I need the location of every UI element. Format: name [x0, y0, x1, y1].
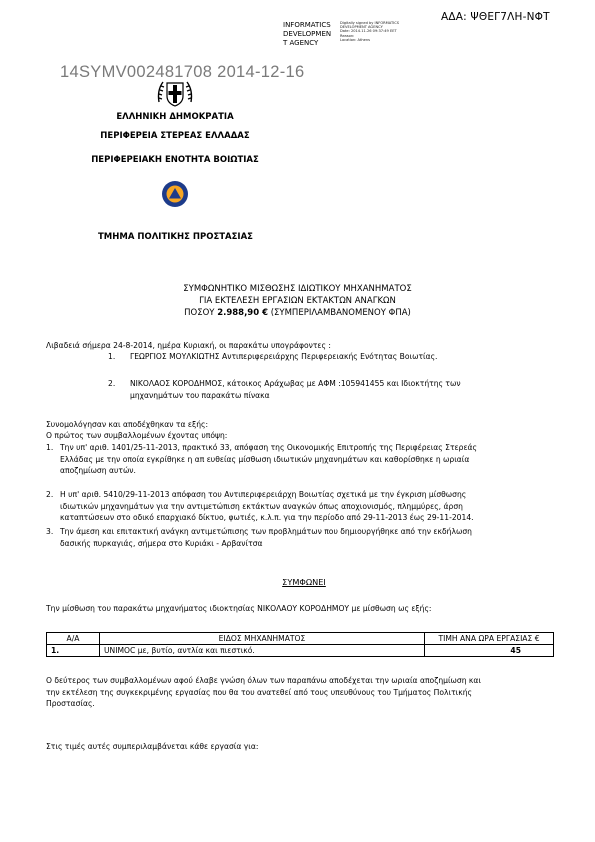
contract-title-line1: ΣΥΜΦΩΝΗΤΙΚΟ ΜΙΣΘΩΣΗΣ ΙΔΙΩΤΙΚΟΥ ΜΗΧΑΝΗΜΑΤΟΣ — [183, 284, 412, 294]
consideration-line: Την άμεση και επιτακτική ανάγκη αντιμετώπισης των προβλημάτων που δημιουργήθηκε από την εκδήλωση — [60, 527, 472, 536]
signature-signed-by: Digitally signed by INFORMATICS DEVELOPMENT AGENCY — [340, 21, 400, 30]
consideration-line: αποζημίωση αυτών. — [60, 466, 136, 475]
second-party-line: Ο δεύτερος των συμβαλλομένων αφού έλαβε γνώση όλων των παραπάνω αποδέχεται την ωριαία αποζημίωση και — [46, 676, 481, 685]
table-header-price: ΤΙΜΗ ΑΝΑ ΩΡΑ ΕΡΓΑΣΙΑΣ € — [425, 633, 554, 645]
consideration-number: 1. — [46, 443, 54, 452]
greek-emblem-icon — [155, 76, 195, 110]
title-prefix: ΠΟΣΟΥ — [184, 308, 218, 318]
title-suffix: (ΣΥΜΠΕΡΙΛΑΜΒΑΝΟΜΕΝΟΥ ΦΠΑ) — [268, 308, 411, 318]
signature-date: Date: 2014.11.26 09:37:49 EET — [340, 29, 397, 34]
signature-details — [340, 21, 400, 42]
second-party-line: Προστασίας. — [46, 699, 95, 708]
signature-location: Location: Athens — [340, 37, 370, 42]
lease-sentence: Την μίσθωση του παρακάτω μηχανήματος ιδιοκτησίας ΝΙΚΟΛΑΟΥ ΚΟΡΟΔΗΜΟΥ με μίσθωση ως εξής: — [46, 604, 432, 613]
contract-title-line3 — [80, 308, 515, 320]
party-number: 2. — [108, 379, 116, 388]
signature-org: INFORMATICS DEVELOPMEN T AGENCY — [283, 21, 332, 47]
consideration-line: Την υπ' αριθ. 1401/25-11-2013, πρακτικό 33, απόφαση της Οικονομικής Επιτροπής της Περιφέρειας Στερεάς — [60, 443, 478, 452]
contract-title-line2: ΓΙΑ ΕΚΤΕΛΕΣΗ ΕΡΓΑΣΙΩΝ ΕΚΤΑΚΤΩΝ ΑΝΑΓΚΩΝ — [199, 296, 396, 306]
agree-heading: ΣΥΜΦΩΝΕΙ — [282, 577, 326, 587]
consideration-number: 3. — [46, 527, 54, 536]
consideration-line: ιδιωτικών μηχανημάτων για την αντιμετώπιση εκτάκτων αναγκών όπως αποχιονισμός, πλημμύρες, άρση — [60, 501, 463, 511]
table-cell-aa: 1. — [47, 645, 100, 657]
table-cell-type: UNIMOC με, βυτίο, αντλία και πιεστικό. — [100, 645, 425, 657]
machinery-table — [46, 632, 554, 657]
intro-paragraph: Λιβαδειά σήμερα 24-8-2014, ημέρα Κυριακή, οι παρακάτω υπογράφοντες : — [46, 341, 331, 350]
department-name: ΤΜΗΜΑ ΠΟΛΙΤΙΚΗΣ ΠΡΟΣΤΑΣΙΑΣ — [98, 232, 253, 242]
header-regional-unit: ΠΕΡΙΦΕΡΕΙΑΚΗ ΕΝΟΤΗΤΑ ΒΟΙΩΤΙΑΣ — [91, 155, 259, 165]
table-header-aa: Α/Α — [47, 633, 100, 645]
ada-code: ΑΔΑ: ΨΘΕΓ7ΛΗ-ΝΦΤ — [441, 11, 550, 23]
party-text-line1: ΝΙΚΟΛΑΟΣ ΚΟΡΟΔΗΜΟΣ, κάτοικος Αράχωβας με ΑΦΜ :105941455 και Ιδιοκτήτης των — [130, 379, 461, 388]
consideration-line: Η υπ' αριθ. 5410/29-11-2013 απόφαση του Αντιπεριφερειάρχη Βοιωτίας σχετικά με την έγκριση μίσθωσης — [60, 490, 467, 499]
header-republic: ΕΛΛΗΝΙΚΗ ΔΗΜΟΚΡΑΤΙΑ — [116, 112, 234, 122]
signature-reason: Reason: — [340, 33, 355, 38]
consideration-line: Ελλάδας με την οποία εγκρίθηκε η απ ευθείας μίσθωση ιδιωτικών μηχανημάτων και καθορίσθηκε η ωριαία — [60, 454, 470, 464]
consideration-line: δασικής πυρκαγιάς, σήμερα στο Κυριάκι - Αρβανίτσα — [60, 538, 263, 548]
party-number: 1. — [108, 352, 116, 361]
consideration-number: 2. — [46, 490, 54, 499]
header-region: ΠΕΡΙΦΕΡΕΙΑ ΣΤΕΡΕΑΣ ΕΛΛΑΔΑΣ — [100, 131, 250, 141]
party-text: ΓΕΩΡΓΙΟΣ ΜΟΥΛΚΙΩΤΗΣ Αντιπεριφερειάρχης Περιφερειακής Ενότητας Βοιωτίας. — [130, 352, 438, 361]
first-party-intro: Ο πρώτος των συμβαλλομένων έχοντας υπόψη: — [46, 431, 228, 440]
agreed-intro: Συνομολόγησαν και αποδέχθηκαν τα εξής: — [46, 420, 209, 429]
civil-protection-logo-icon — [161, 180, 189, 208]
party-text-line2: μηχανημάτων του παρακάτω πίνακα — [130, 391, 270, 400]
table-header-type: ΕΙΔΟΣ ΜΗΧΑΝΗΜΑΤΟΣ — [100, 633, 425, 645]
table-header-row — [47, 633, 554, 645]
consideration-line: καταπτώσεων στο οδικό επαρχιακό δίκτυο, φωτιές, κ.λ.π. για την περίοδο από 29-11-2013 έως 29-11-2014. — [60, 513, 474, 522]
second-party-line: την εκτέλεση της συγκεκριμένης εργασίας που θα του ανατεθεί από τους υπευθύνους του Τμήματος Πολιτικής — [46, 687, 472, 697]
table-cell-price: 45 — [425, 645, 554, 657]
second-party-paragraph — [46, 675, 481, 710]
table-row — [47, 645, 554, 657]
prices-include: Στις τιμές αυτές συμπεριλαμβάνεται κάθε εργασία για: — [46, 742, 259, 751]
document-stamp-id: 14SYMV002481708 2014-12-16 — [60, 63, 305, 81]
contract-amount: 2.988,90 € — [217, 308, 269, 318]
